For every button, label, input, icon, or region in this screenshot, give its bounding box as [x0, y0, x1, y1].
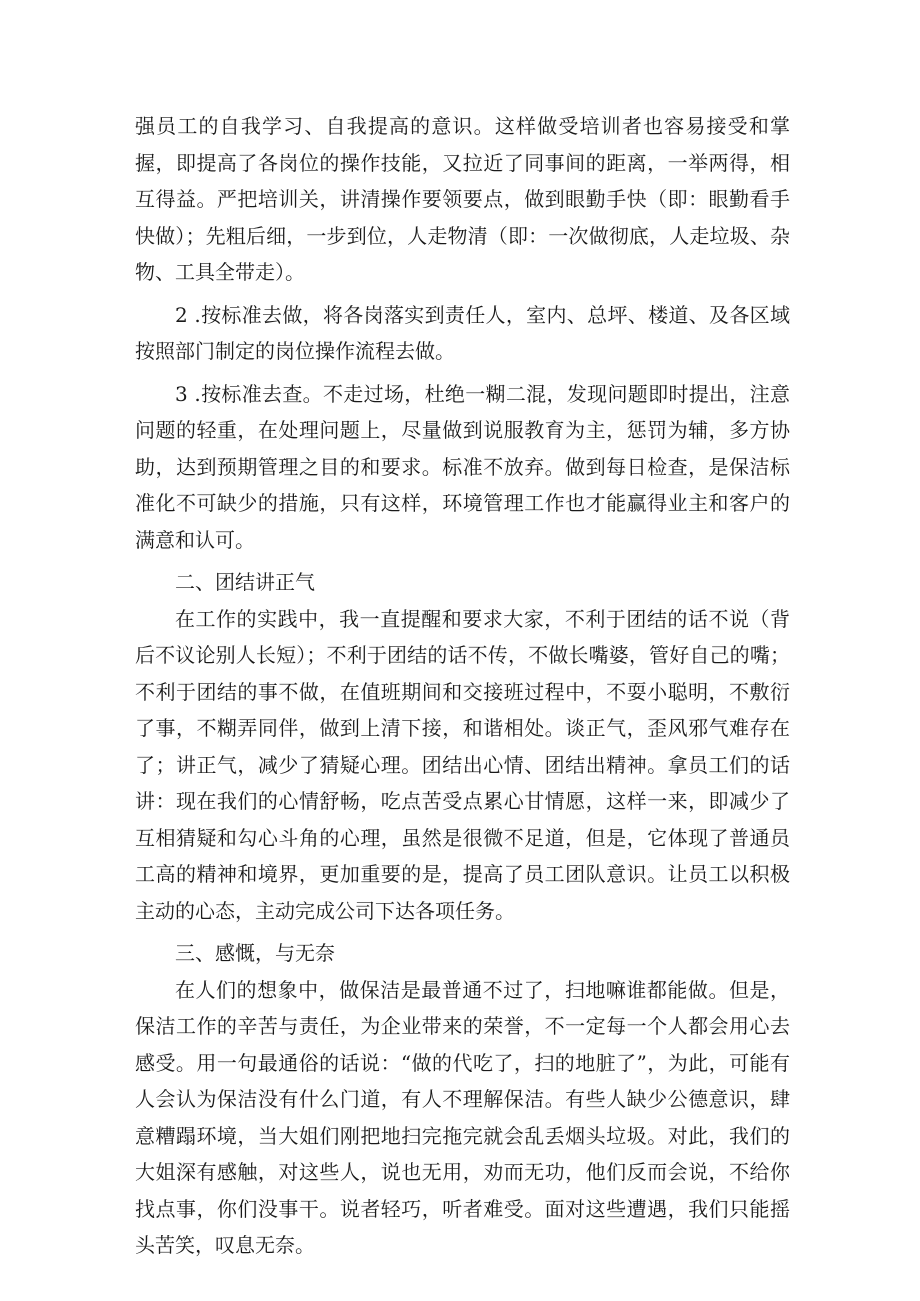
paragraph-feelings: 在人们的想象中，做保洁是最普通不过了，扫地嘛谁都能做。但是，保洁工作的辛苦与责任，为企业带来的荣誉，不一定每一个人都会用心去感受。用一句最通俗的话说：“做的代吃了，扫的地脏了”，为此，可能有人会认为保洁没有什么门道，有人不理解保洁。有些人缺少公德意识，肆意糟蹋环境，当大姐们刚把地扫完拖完就会乱丢烟头垃圾。对此，我们的大姐深有感触，对这些人，说也无用，劝而无功，他们反而会说，不给你找点事，你们没事干。说者轻巧，听者难受。面对这些遭遇，我们只能摇头苦笑，叹息无奈。 [135, 977, 790, 1257]
document-body [135, 108, 790, 1264]
section-heading-feelings: 三、感慨，与无奈 [175, 941, 335, 965]
paragraph-training-continuation: 强员工的自我学习、自我提高的意识。这样做受培训者也容易接受和掌握，即提高了各岗位的操作技能，又拉近了同事间的距离，一举两得，相互得益。严把培训关，讲清操作要领要点，做到眼勤手快（即：眼勤看手快做）；先粗后细，一步到位，人走物清（即：一次做彻底，人走垃圾、杂物、工具全带走）。 [135, 114, 790, 284]
paragraph-item-3: 3 .按标准去查。不走过场，杜绝一糊二混，发现问题即时提出，注意问题的轻重，在处理问题上，尽量做到说服教育为主，惩罚为辅，多方协助，达到预期管理之目的和要求。标准不放弃。做到每日检查，是保洁标准化不可缺少的措施，只有这样，环境管理工作也才能赢得业主和客户的满意和认可。 [135, 381, 790, 552]
section-heading-unity: 二、团结讲正气 [175, 570, 315, 594]
paragraph-item-2: 2 .按标准去做，将各岗落实到责任人，室内、总坪、楼道、及各区域按照部门制定的岗位操作流程去做。 [135, 302, 790, 363]
paragraph-unity: 在工作的实践中，我一直提醒和要求大家，不利于团结的话不说（背后不议论别人长短）；不利于团结的话不传，不做长嘴婆，管好自己的嘴；不利于团结的事不做，在值班期间和交接班过程中，不耍小聪明，不敷衍了事，不糊弄同伴，做到上清下接，和谐相处。谈正气，歪风邪气难存在了；讲正气，减少了猜疑心理。团结出心情、团结出精神。拿员工们的话讲：现在我们的心情舒畅，吃点苦受点累心甘情愿，这样一来，即减少了互相猜疑和勾心斗角的心理，虽然是很微不足道，但是，它体现了普通员工高的精神和境界，更加重要的是，提高了员工团队意识。让员工以积极主动的心态，主动完成公司下达各项任务。 [135, 606, 790, 923]
